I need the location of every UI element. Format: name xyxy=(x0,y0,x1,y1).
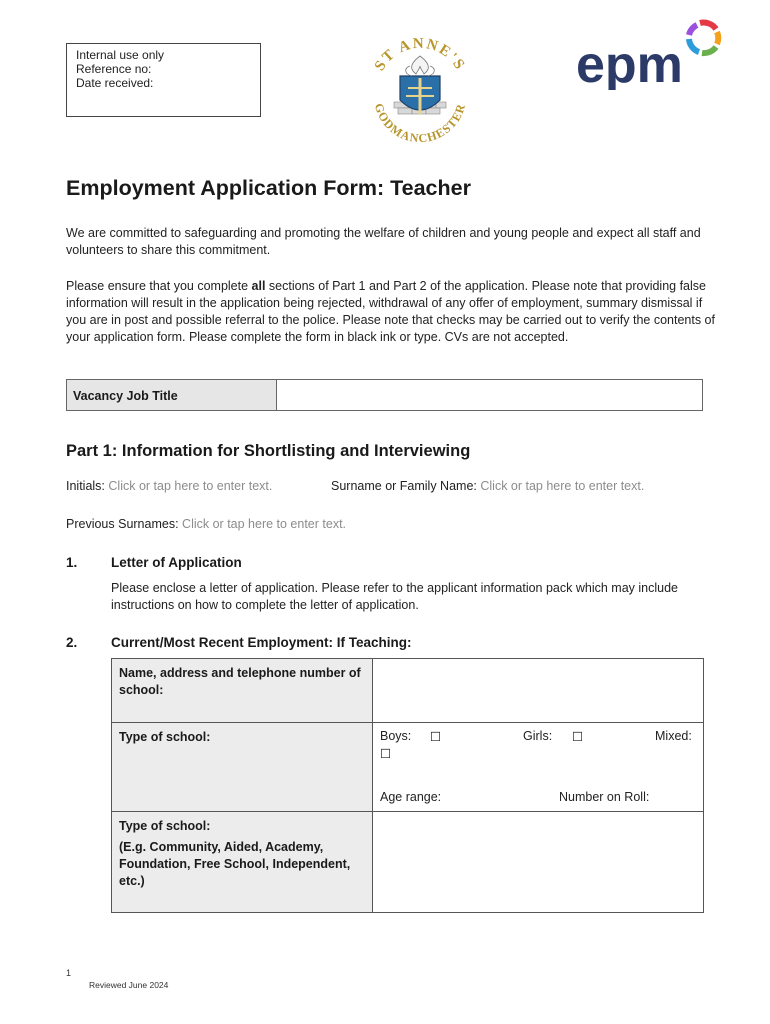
intro-paragraph-2: Please ensure that you complete all sections of Part 1 and Part 2 of the application. Please note that providing false information will result in the application being rejected, withdrawal of any offer of employment, summary dismissal if you are in post and possible referral to the police. Please note that checks may be carried out to verify the contents of your application form. Please complete the form in black ink or type. CVs are not accepted. xyxy=(66,279,715,344)
reviewed-date: Reviewed June 2024 xyxy=(89,980,169,990)
reference-no-label: Reference no: xyxy=(76,62,152,76)
part1-heading: Part 1: Information for Shortlisting and Interviewing xyxy=(66,442,471,460)
school-category-examples: (E.g. Community, Aided, Academy, Foundation, Free School, Independent, etc.) xyxy=(119,840,351,888)
epm-logo-text: epm xyxy=(576,36,683,90)
girls-checkbox[interactable]: ☐ xyxy=(572,730,584,744)
intro-paragraph-1: We are committed to safeguarding and promoting the welfare of children and young people and expect all staff and volunteers to share this commitment. xyxy=(66,226,701,257)
page-title: Employment Application Form: Teacher xyxy=(66,176,471,200)
school-name-address-label: Name, address and telephone number of school: xyxy=(112,659,373,723)
table-row xyxy=(112,659,704,723)
internal-use-box xyxy=(66,43,261,117)
vacancy-job-title-label: Vacancy Job Title xyxy=(67,380,277,410)
previous-surnames-label: Previous Surnames: xyxy=(66,517,179,531)
table-row xyxy=(112,723,704,812)
initials-input[interactable]: Click or tap here to enter text. xyxy=(108,479,273,493)
surname-label: Surname or Family Name: xyxy=(331,479,477,493)
section-2-title: Current/Most Recent Employment: If Teaching: xyxy=(111,635,412,650)
date-received-label: Date received: xyxy=(76,76,154,90)
page-number: 1 xyxy=(66,968,72,978)
initials-label: Initials: xyxy=(66,479,105,493)
number-on-roll-label: Number on Roll: xyxy=(559,790,650,804)
age-range-label: Age range: xyxy=(380,790,442,804)
svg-text:ST ANNE'S: ST ANNE'S xyxy=(371,38,469,74)
initials-field xyxy=(66,479,272,493)
school-category-cell xyxy=(112,812,373,913)
vacancy-job-title-row xyxy=(66,379,703,411)
boys-checkbox[interactable]: ☐ xyxy=(430,730,442,744)
table-row xyxy=(112,812,704,913)
section-1-number: 1. xyxy=(66,555,78,570)
girls-label: Girls: xyxy=(523,729,553,743)
mixed-checkbox[interactable]: ☐ xyxy=(380,747,392,761)
surname-field xyxy=(331,479,644,493)
school-category-field[interactable] xyxy=(373,812,704,913)
type-of-school-options xyxy=(373,723,704,812)
employment-table xyxy=(111,658,704,913)
section-1-title: Letter of Application xyxy=(111,555,242,570)
internal-use-label: Internal use only xyxy=(76,48,165,62)
school-crest-logo xyxy=(360,38,480,146)
previous-surnames-field xyxy=(66,517,346,531)
school-category-label: Type of school: xyxy=(119,819,211,833)
svg-text:GODMANCHESTER: GODMANCHESTER xyxy=(371,101,469,146)
type-of-school-label: Type of school: xyxy=(112,723,373,812)
vacancy-job-title-field[interactable] xyxy=(277,380,702,410)
boys-label: Boys: xyxy=(380,729,412,743)
surname-input[interactable]: Click or tap here to enter text. xyxy=(480,479,645,493)
school-name-address-field[interactable] xyxy=(373,659,704,723)
section-2-number: 2. xyxy=(66,635,78,650)
epm-logo xyxy=(572,14,732,90)
mixed-label: Mixed: xyxy=(655,729,692,743)
previous-surnames-input[interactable]: Click or tap here to enter text. xyxy=(182,517,347,531)
section-1-text: Please enclose a letter of application. Please refer to the applicant information pack which may include instructions on how to complete the letter of application. xyxy=(111,581,678,612)
